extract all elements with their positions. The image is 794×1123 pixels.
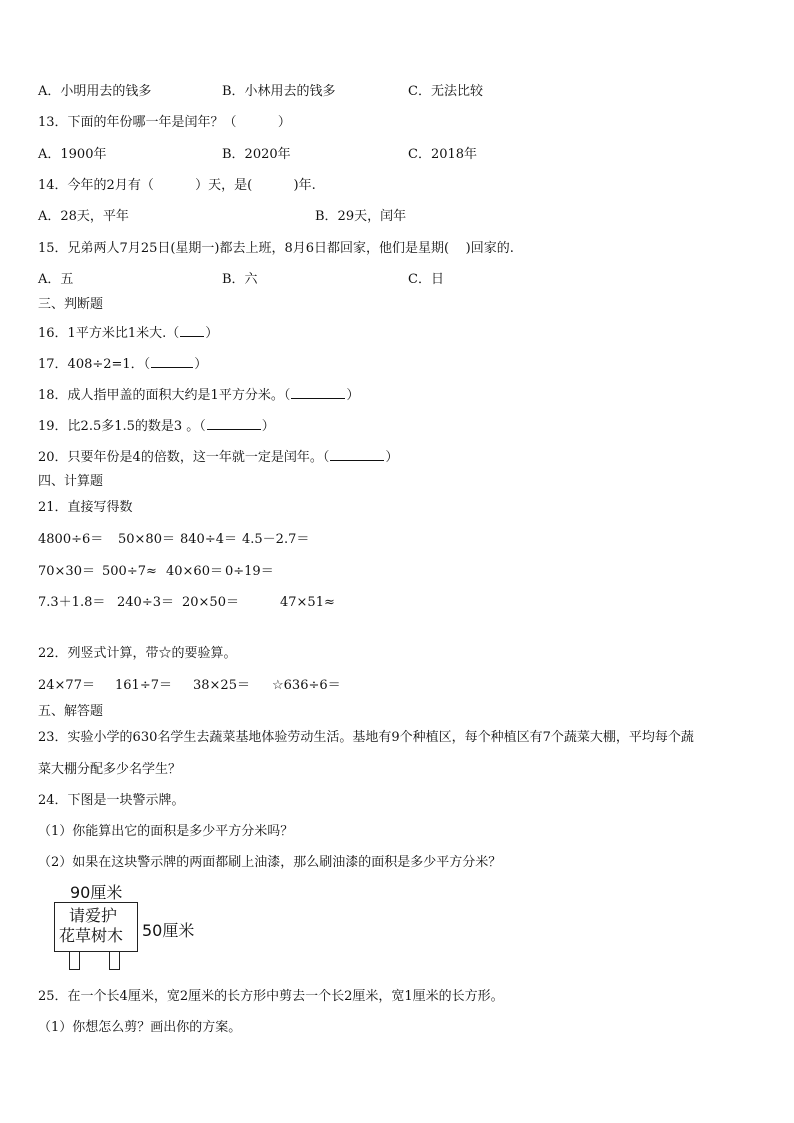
q16-text: 16．1平方米比1米大.（ — [38, 326, 180, 341]
q16-answer-blank[interactable] — [180, 324, 204, 337]
q22-item-4: ☆636÷6＝ — [272, 678, 341, 693]
q21-r3-c2: 240÷3＝ — [117, 595, 174, 610]
q18-text: 18．成人指甲盖的面积大约是1平方分米。（ — [38, 388, 291, 403]
q19-answer-blank[interactable] — [207, 417, 261, 430]
q21-r1-c4: 4.5－2.7＝ — [242, 532, 310, 547]
q24-stem: 24．下图是一块警示牌。 — [38, 793, 185, 808]
q17 — [38, 355, 207, 373]
q22-item-2: 161÷7＝ — [115, 678, 172, 693]
q14-option-a: A．28天，平年 — [38, 209, 129, 224]
q23-line-2: 菜大棚分配多少名学生？ — [38, 762, 182, 777]
section-title-problems: 五、解答题 — [38, 704, 104, 719]
q18-answer-blank[interactable] — [291, 386, 345, 399]
q16-close: ） — [205, 326, 219, 341]
q22-item-1: 24×77＝ — [38, 678, 95, 693]
q15-option-a: A．五 — [38, 272, 74, 287]
sign-text-line-1: 请爱护 — [69, 906, 118, 925]
q21-r1-c3: 840÷4＝ — [180, 532, 237, 547]
q15-option-b: B．六 — [222, 272, 258, 287]
q25-stem: 25．在一个长4厘米，宽2厘米的长方形中剪去一个长2厘米，宽1厘米的长方形。 — [38, 989, 504, 1004]
q20-close: ） — [385, 450, 399, 465]
q13-option-b: B．2020年 — [222, 147, 291, 162]
q21-r3-c1: 7.3＋1.8＝ — [38, 595, 106, 610]
q21-r3-c3: 20×50＝ — [182, 595, 239, 610]
q21-r2-c1: 70×30＝ — [38, 564, 95, 579]
q24-sub-1: （1）你能算出它的面积是多少平方分米吗？ — [38, 824, 294, 839]
q12-option-a: A．小明用去的钱多 — [38, 84, 152, 99]
q13-option-c: C．2018年 — [408, 147, 478, 162]
q19 — [38, 417, 275, 435]
q21-r2-c2: 500÷7≈ — [102, 564, 157, 579]
q16 — [38, 324, 218, 342]
q19-text: 19．比2.5多1.5的数是3 。（ — [38, 419, 206, 434]
sign-leg-right — [109, 951, 120, 970]
section-title-judgement: 三、判断题 — [38, 297, 104, 312]
q20 — [38, 448, 398, 466]
q21-r1-c1: 4800÷6＝ — [38, 532, 104, 547]
q15-stem: 15．兄弟两人7月25日(星期一)都去上班，8月6日都回家，他们是星期( )回家的. — [38, 241, 514, 256]
sign-text-line-2: 花草树木 — [59, 926, 124, 945]
q21-stem: 21．直接写得数 — [38, 500, 133, 515]
q25-sub-1: （1）你想怎么剪？画出你的方案。 — [38, 1020, 242, 1035]
q12-option-c: C．无法比较 — [408, 84, 483, 99]
q21-r2-c3: 40×60＝ — [166, 564, 223, 579]
section-title-calculation: 四、计算题 — [38, 474, 104, 489]
q20-answer-blank[interactable] — [330, 448, 384, 461]
q21-r2-c4: 0÷19＝ — [225, 564, 274, 579]
q23-line-1: 23．实验小学的630名学生去蔬菜基地体验劳动生活。基地有9个种植区，每个种植区有7个蔬菜大棚，平均每个蔬 — [38, 730, 694, 745]
q13-option-a: A．1900年 — [38, 147, 107, 162]
q19-close: ） — [261, 419, 275, 434]
sign-leg-left — [69, 951, 80, 970]
sign-width-label: 90厘米 — [70, 883, 123, 902]
sign-height-label: 50厘米 — [142, 921, 195, 940]
q24-sub-2: （2）如果在这块警示牌的两面都刷上油漆，那么刷油漆的面积是多少平方分米？ — [38, 855, 502, 870]
q21-r3-c4: 47×51≈ — [280, 595, 335, 610]
q17-text: 17．408÷2=1．（ — [38, 357, 151, 372]
q22-stem: 22．列竖式计算，带☆的要验算。 — [38, 646, 237, 661]
q15-option-c: C．日 — [408, 272, 444, 287]
q21-r1-c2: 50×80＝ — [118, 532, 175, 547]
q13-stem: 13．下面的年份哪一年是闰年？（ ） — [38, 115, 291, 130]
q18-close: ） — [346, 388, 360, 403]
q14-option-b: B．29天，闰年 — [315, 209, 407, 224]
q17-close: ） — [194, 357, 208, 372]
q14-stem: 14．今年的2月有（ ）天，是( )年. — [38, 178, 316, 193]
q20-text: 20．只要年份是4的倍数，这一年就一定是闰年。（ — [38, 450, 330, 465]
sign-board — [54, 902, 138, 952]
q17-answer-blank[interactable] — [151, 355, 193, 368]
warning-sign-figure — [52, 880, 222, 972]
q22-item-3: 38×25＝ — [193, 678, 250, 693]
q12-option-b: B．小林用去的钱多 — [222, 84, 336, 99]
q18 — [38, 386, 359, 404]
